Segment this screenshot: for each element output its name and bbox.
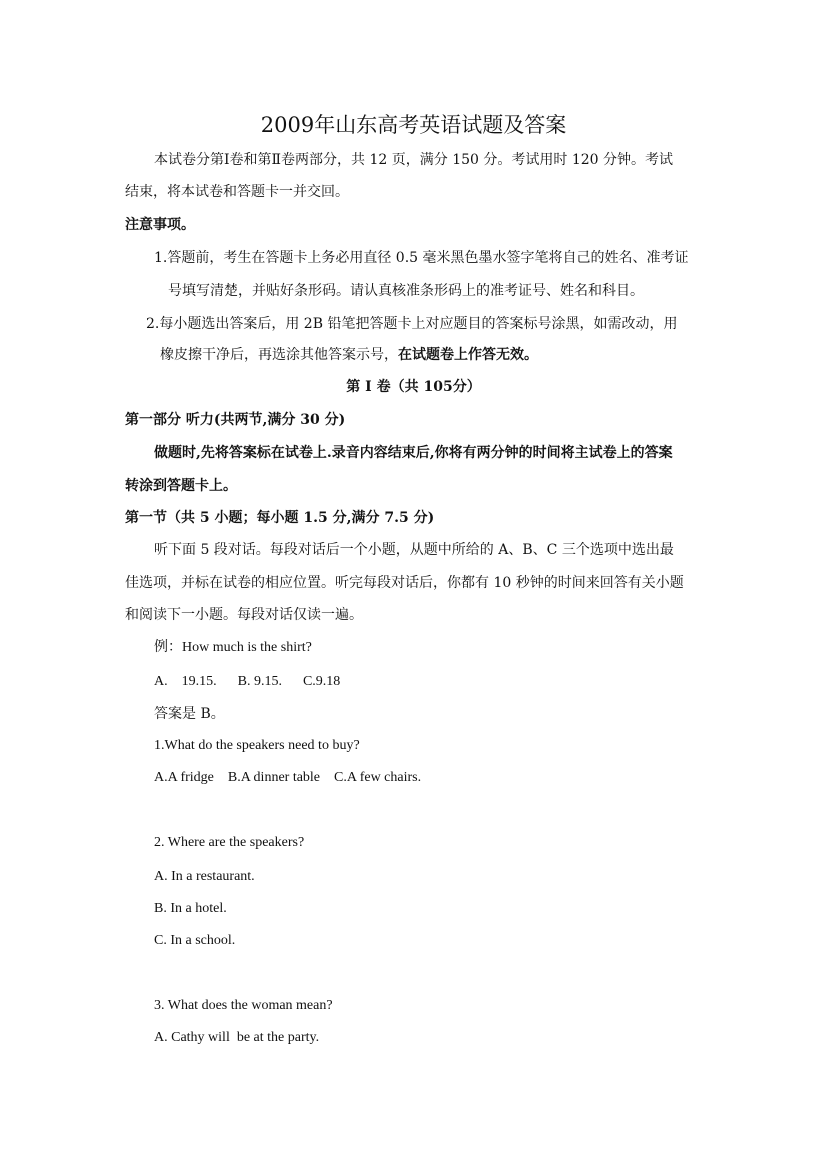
notice-1-line-1: 1.答题前，考生在答题卡上务必用直径 0.5 毫米黑色墨水签字笔将自己的姓名、准考证 xyxy=(154,250,689,266)
example-options: A. 19.15. B. 9.15. C.9.18 xyxy=(154,674,341,689)
notice-2-line-2-text: 橡皮擦干净后，再选涂其他答案示号， xyxy=(160,347,398,363)
document-title: 2009年山东高考英语试题及答案 xyxy=(260,113,567,137)
question-2: 2. Where are the speakers? xyxy=(154,835,305,850)
volume-heading: 第 I 卷（共 105分） xyxy=(346,379,481,395)
question-2-option-c: C. In a school. xyxy=(154,933,236,948)
intro-line-1: 本试卷分第Ⅰ卷和第Ⅱ卷两部分，共 12 页，满分 150 分。考试用时 120 分钟。考试 xyxy=(154,152,674,168)
section-1-instruction-line-3: 和阅读下一小题。每段对话仅读一遍。 xyxy=(125,607,363,623)
example-answer: 答案是 B。 xyxy=(154,706,225,722)
intro-line-2: 结束，将本试卷和答题卡一并交回。 xyxy=(125,184,349,200)
part-1-instruction-line-2: 转涂到答题卡上。 xyxy=(125,478,237,494)
notice-1-line-2: 号填写清楚，并贴好条形码。请认真核准条形码上的准考证号、姓名和科目。 xyxy=(168,283,644,299)
question-2-option-a: A. In a restaurant. xyxy=(154,869,255,884)
part-1-instruction-line-1: 做题时,先将答案标在试卷上.录音内容结束后,你将有两分钟的时间将主试卷上的答案 xyxy=(154,445,673,461)
notice-2-warning: 在试题卷上作答无效。 xyxy=(398,347,538,363)
part-1-heading: 第一部分 听力(共两节,满分 30 分) xyxy=(125,412,346,428)
question-3: 3. What does the woman mean? xyxy=(154,998,333,1013)
notice-2-line-2 xyxy=(160,345,538,365)
question-1-options: A.A fridge B.A dinner table C.A few chairs. xyxy=(154,770,422,785)
question-2-option-b: B. In a hotel. xyxy=(154,901,227,916)
notice-2-line-1: 2.每小题选出答案后，用 2B 铅笔把答题卡上对应题目的答案标号涂黑，如需改动，用 xyxy=(146,316,678,332)
example-question: 例：How much is the shirt? xyxy=(154,640,312,655)
question-1: 1.What do the speakers need to buy? xyxy=(154,738,360,753)
question-3-option-a: A. Cathy will be at the party. xyxy=(154,1030,320,1045)
notice-heading: 注意事项。 xyxy=(125,217,195,233)
section-1-heading: 第一节（共 5 小题；每小题 1.5 分,满分 7.5 分) xyxy=(125,510,435,526)
section-1-instruction-line-1: 听下面 5 段对话。每段对话后一个小题，从题中所给的 A、B、C 三个选项中选出最 xyxy=(154,542,674,558)
section-1-instruction-line-2: 佳选项，并标在试卷的相应位置。听完每段对话后，你都有 10 秒钟的时间来回答有关小题 xyxy=(125,575,684,591)
